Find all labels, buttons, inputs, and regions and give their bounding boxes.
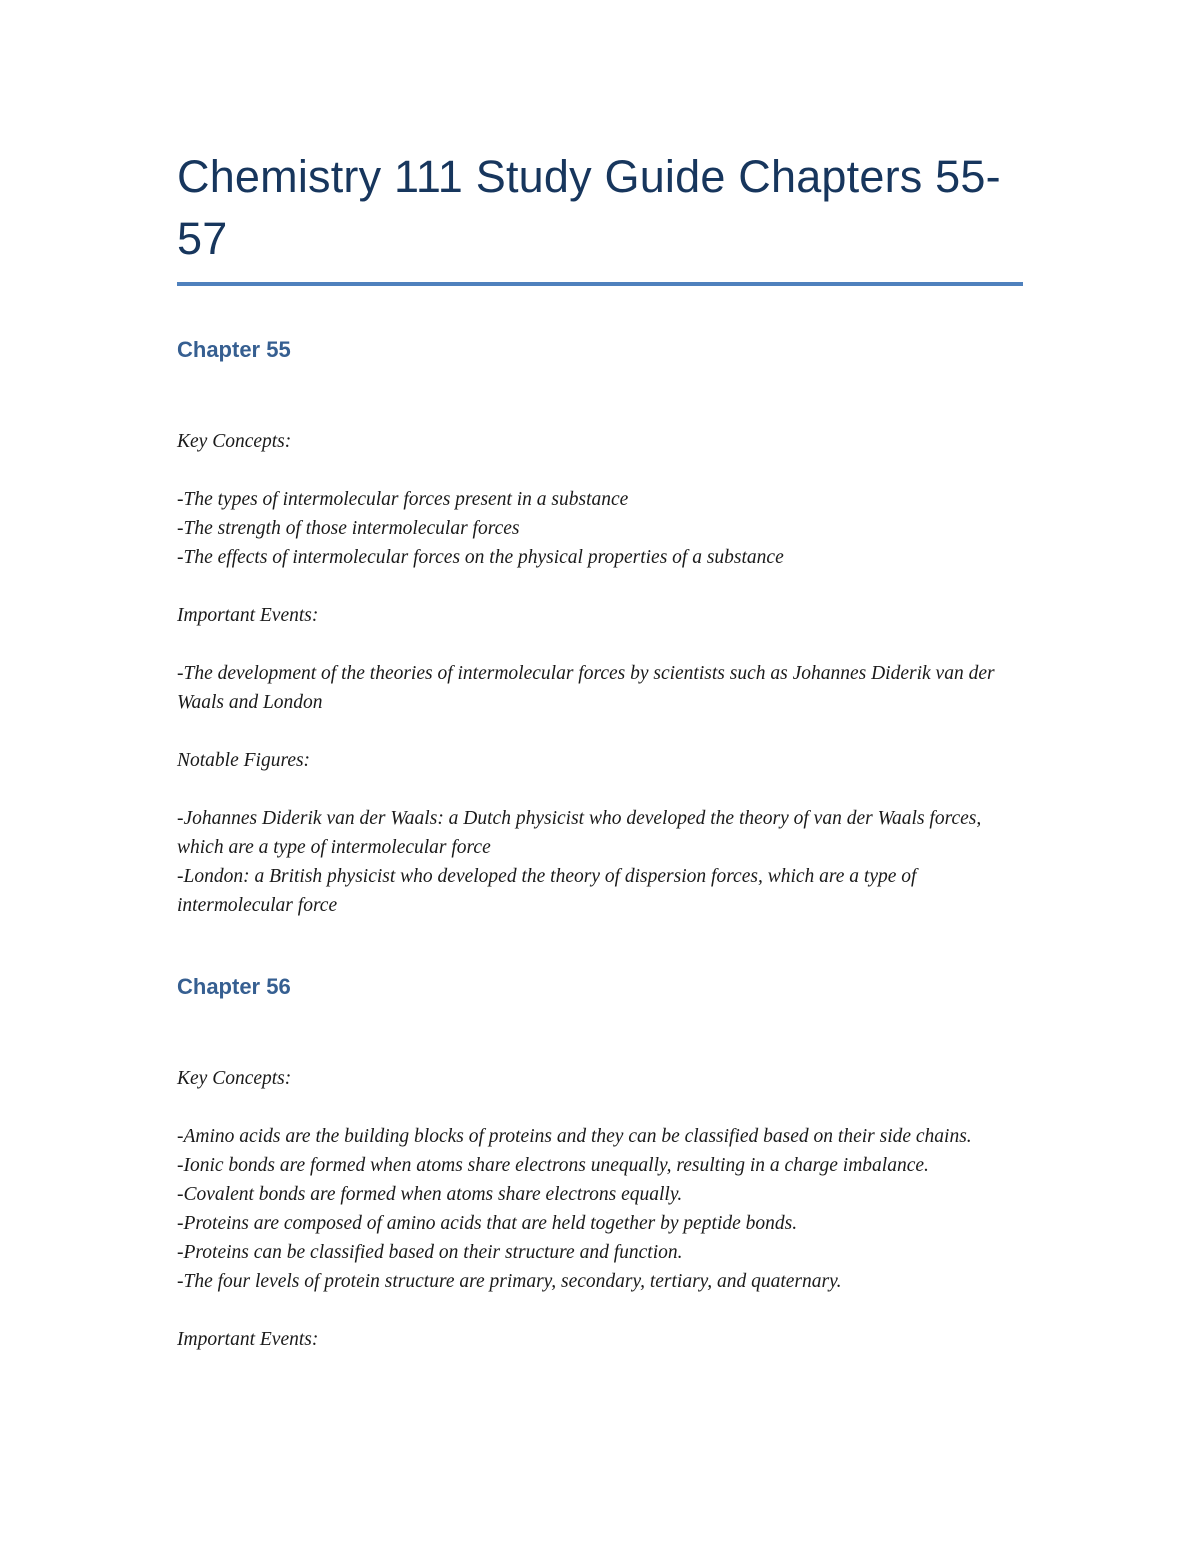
important-events-list	[177, 659, 1023, 717]
chapter-56-heading: Chapter 56	[177, 974, 291, 999]
list-item: -The development of the theories of intermolecular forces by scientists such as Johannes Diderik van der Waals and London	[177, 663, 995, 713]
chapter-55-heading: Chapter 55	[177, 337, 291, 362]
list-item: -Amino acids are the building blocks of proteins and they can be classified based on their side chains.	[177, 1126, 972, 1147]
list-item: -London: a British physicist who developed the theory of dispersion forces, which are a type of intermolecular force	[177, 866, 917, 916]
important-events-label: Important Events:	[177, 1329, 319, 1350]
key-concepts-list	[177, 1122, 1023, 1296]
list-item: -Proteins can be classified based on their structure and function.	[177, 1242, 683, 1263]
list-item: -The strength of those intermolecular forces	[177, 518, 520, 539]
key-concepts-list	[177, 485, 1023, 572]
document-title: Chemistry 111 Study Guide Chapters 55-57	[177, 151, 1001, 264]
notable-figures-label: Notable Figures:	[177, 750, 311, 771]
list-item: -The four levels of protein structure are primary, secondary, tertiary, and quaternary.	[177, 1271, 842, 1292]
important-events-label: Important Events:	[177, 605, 319, 626]
notable-figures-list	[177, 804, 1023, 920]
title-underline	[177, 282, 1023, 286]
list-item: -The effects of intermolecular forces on the physical properties of a substance	[177, 547, 784, 568]
list-item: -Ionic bonds are formed when atoms share electrons unequally, resulting in a charge imbalance.	[177, 1155, 929, 1176]
list-item: -Proteins are composed of amino acids that are held together by peptide bonds.	[177, 1213, 798, 1234]
list-item: -Johannes Diderik van der Waals: a Dutch physicist who developed the theory of van der Waals forces, which are a type of intermolecular force	[177, 808, 982, 858]
document-content	[177, 146, 1023, 1383]
key-concepts-label: Key Concepts:	[177, 431, 292, 452]
list-item: -Covalent bonds are formed when atoms share electrons equally.	[177, 1184, 683, 1205]
key-concepts-label: Key Concepts:	[177, 1068, 292, 1089]
list-item: -The types of intermolecular forces present in a substance	[177, 489, 629, 510]
